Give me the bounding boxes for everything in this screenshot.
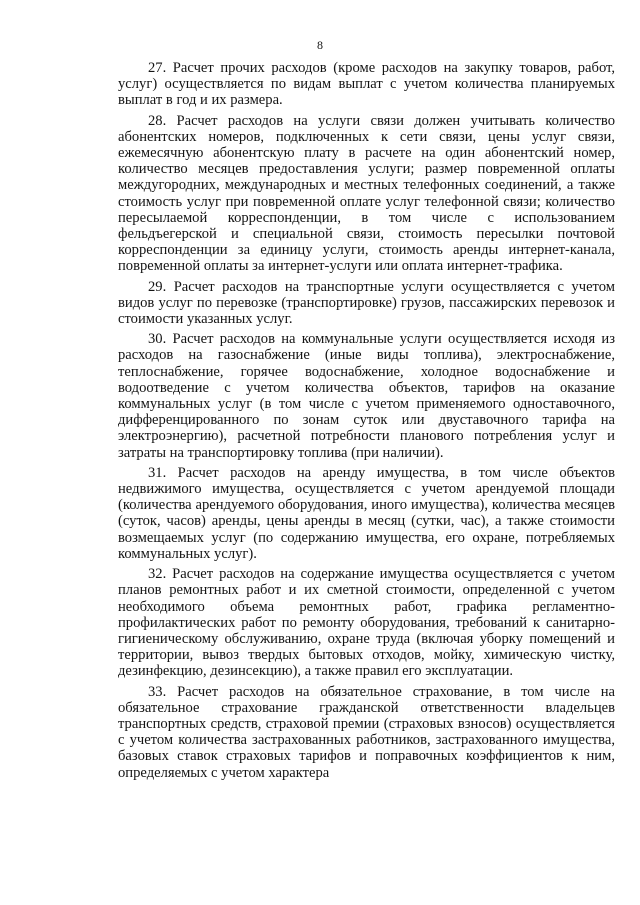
document-body	[118, 60, 615, 781]
paragraph-32: 32. Расчет расходов на содержание имущества осуществляется с учетом планов ремонтных работ и их сметной стоимости, определенной с учетом необходимого объема ремонтных работ, графика регламентно-профилактических работ по ремонту оборудования, требований к санитарно-гигиеническому обслуживанию, охране труда (включая уборку помещений и территории, вывоз твердых бытовых отходов, мойку, химическую чистку, дезинфекцию, дезинсекцию), а также правил его эксплуатации.	[118, 566, 615, 680]
paragraph-27: 27. Расчет прочих расходов (кроме расходов на закупку товаров, работ, услуг) осуществляется по видам выплат с учетом количества планируемых выплат в год и их размера.	[118, 60, 615, 109]
paragraph-29: 29. Расчет расходов на транспортные услуги осуществляется с учетом видов услуг по перевозке (транспортировке) грузов, пассажирских перевозок и стоимости указанных услуг.	[118, 278, 615, 328]
paragraph-33: 33. Расчет расходов на обязательное страхование, в том числе на обязательное страхование гражданской ответственности владельцев транспортных средств, страховой премии (страховых взносов) осуществляется с учетом количества застрахованных работников, застрахованного имущества, базовых ставок страховых тарифов и поправочных коэффициентов к ним, определяемых с учетом характера	[118, 683, 615, 781]
paragraph-30: 30. Расчет расходов на коммунальные услуги осуществляется исходя из расходов на газоснабжение (иные виды топлива), электроснабжение, теплоснабжение, горячее водоснабжение, холодное водоснабжение и водоотведение с учетом количества объектов, тарифов на оказание коммунальных услуг (в том числе с учетом применяемого одноставочного, дифференцированного по зонам суток или двуставочного тарифа на электроэнергию), расчетной потребности планового потребления услуг и затраты на транспортировку топлива (при наличии).	[118, 331, 615, 461]
page-number: 8	[317, 38, 323, 52]
paragraph-31: 31. Расчет расходов на аренду имущества, в том числе объектов недвижимого имущества, осуществляется с учетом арендуемой площади (количества арендуемого оборудования, иного имущества), количества месяцев (суток, часов) аренды, цены аренды в месяц (сутки, час), а также стоимости возмещаемых услуг (по содержанию имущества, его охране, потребляемых коммунальных услуг).	[118, 464, 615, 562]
paragraph-28: 28. Расчет расходов на услуги связи должен учитывать количество абонентских номеров, подключенных к сети связи, цены услуг связи, ежемесячную абонентскую плату в расчете на один абонентский номер, количество месяцев предоставления услуги; размер повременной оплаты междугородних, международных и местных телефонных соединений, а также стоимость услуг при повременной оплате услуг телефонной связи; количество пересылаемой корреспонденции, в том числе с использованием фельдъегерской и специальной связи, стоимость пересылки почтовой корреспонденции за единицу услуги, стоимость аренды интернет-канала, повременной оплаты за интернет-услуги или оплата интернет-трафика.	[118, 112, 615, 275]
